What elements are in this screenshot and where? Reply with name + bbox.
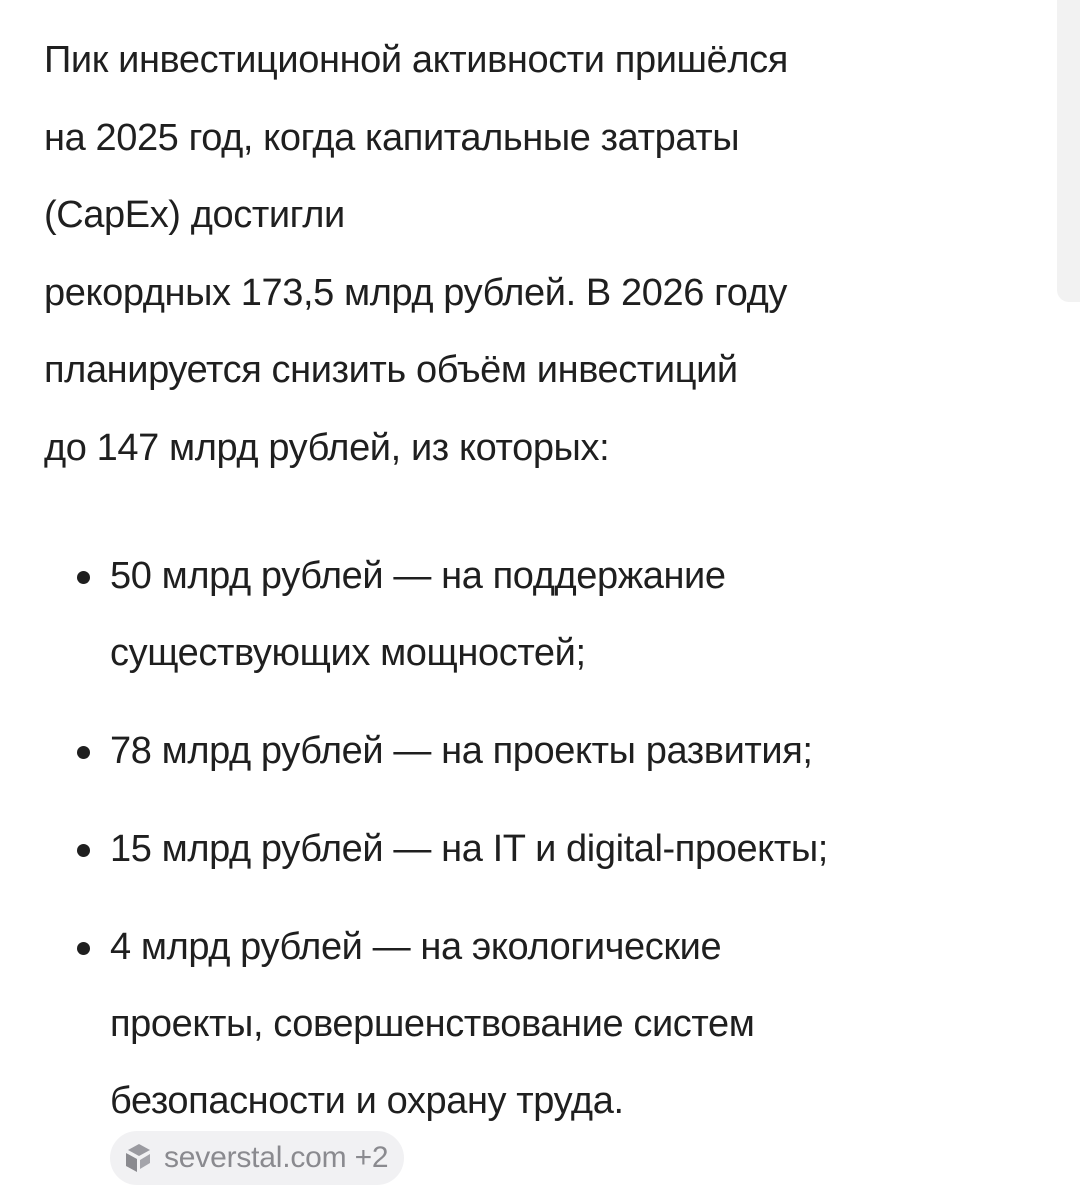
source-link-text: severstal.com +2 xyxy=(164,1141,389,1174)
source-chip[interactable] xyxy=(110,1131,404,1185)
list-item-text: проекты, совершенствование систем xyxy=(110,1003,755,1045)
capex-breakdown-list xyxy=(44,538,1004,1140)
list-item-text: существующих мощностей; xyxy=(110,632,586,674)
bullet-dot-icon xyxy=(77,746,90,759)
list-item xyxy=(44,713,1004,790)
list-item-text: 50 млрд рублей — на поддержание xyxy=(110,555,726,597)
list-item-text: 4 млрд рублей — на экологические xyxy=(110,926,722,968)
intro-line: (CapEx) достигли xyxy=(44,194,345,236)
intro-line: на 2025 год, когда капитальные затраты xyxy=(44,116,740,159)
intro-line: Пик инвестиционной активности пришёлся xyxy=(44,39,788,81)
bullet-dot-icon xyxy=(77,571,90,584)
list-item xyxy=(44,811,1004,888)
scrollbar[interactable] xyxy=(1057,0,1080,302)
intro-line: до 147 млрд рублей, из которых: xyxy=(44,426,610,469)
list-item-text: 15 млрд рублей — на IT и digital-проекты; xyxy=(110,828,828,870)
intro-paragraph xyxy=(44,22,1004,487)
list-item xyxy=(44,909,1004,1140)
list-item-text: 78 млрд рублей — на проекты развития; xyxy=(110,730,813,772)
intro-line: рекордных 173,5 млрд рублей. В 2026 году xyxy=(44,271,788,314)
bullet-dot-icon xyxy=(77,844,90,857)
severstal-logo-icon xyxy=(120,1140,156,1176)
list-item xyxy=(44,538,1004,692)
list-item-text: безопасности и охрану труда. xyxy=(110,1080,624,1122)
intro-line: планируется снизить объём инвестиций xyxy=(44,349,738,391)
bullet-dot-icon xyxy=(77,942,90,955)
answer-content xyxy=(44,22,1004,1140)
